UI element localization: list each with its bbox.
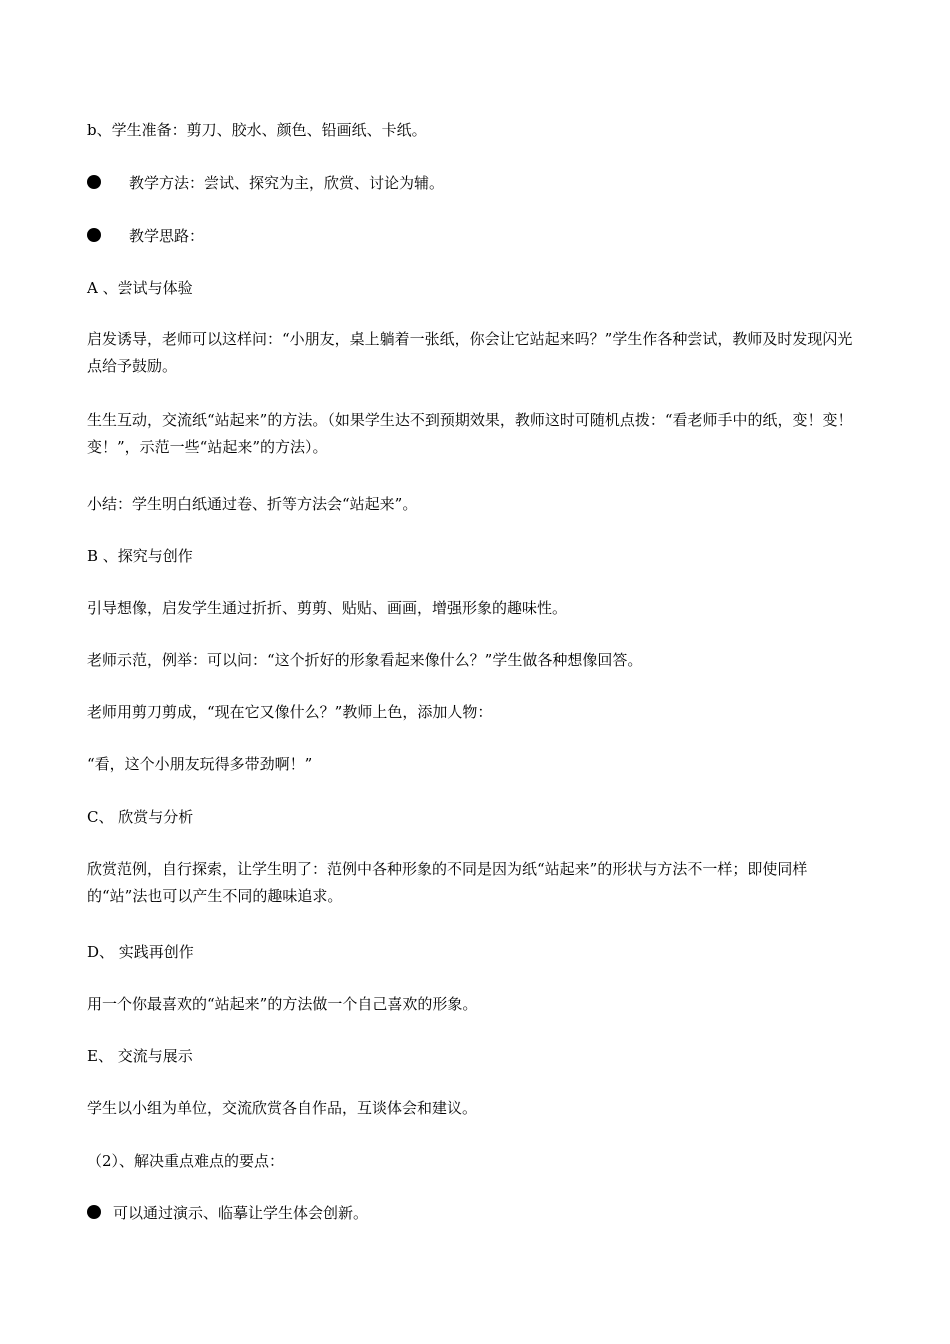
section-b-heading: B 、探究与创作 xyxy=(87,547,193,565)
section-c-heading: C、 欣赏与分析 xyxy=(87,808,194,826)
section-b-paragraph-3: 老师用剪刀剪成，“现在它又像什么？”教师上色，添加人物： xyxy=(87,703,493,721)
bullet-icon xyxy=(87,228,101,242)
section-b-paragraph-2: 老师示范，例举：可以问：“这个折好的形象看起来像什么？”学生做各种想像回答。 xyxy=(87,651,643,669)
bullet-icon xyxy=(87,175,101,189)
section-b-paragraph-4: “看，这个小朋友玩得多带劲啊！” xyxy=(87,755,313,773)
section-a-heading: A 、尝试与体验 xyxy=(87,279,193,297)
key-points-heading: （2）、解决重点难点的要点： xyxy=(87,1152,285,1170)
section-d-paragraph-1: 用一个你最喜欢的“站起来”的方法做一个自己喜欢的形象。 xyxy=(87,995,478,1013)
section-c-paragraph-1: 欣赏范例，自行探索，让学生明了：范例中各种形象的不同是因为纸“站起来”的形状与方法不一样；即使同样的“站”法也可以产生不同的趣味追求。 xyxy=(87,860,808,905)
section-a-summary: 小结：学生明白纸通过卷、折等方法会“站起来”。 xyxy=(87,495,418,513)
key-point-item xyxy=(87,1200,862,1227)
section-a-paragraph-1: 启发诱导，老师可以这样问：“小朋友，桌上躺着一张纸，你会让它站起来吗？”学生作各种尝试，教师及时发现闪光点给予鼓励。 xyxy=(87,330,853,375)
teaching-method-text: 教学方法：尝试、探究为主，欣赏、讨论为辅。 xyxy=(129,174,445,192)
section-e-paragraph-1: 学生以小组为单位，交流欣赏各自作品，互谈体会和建议。 xyxy=(87,1099,478,1117)
teaching-method-line xyxy=(87,170,862,197)
key-point-text: 可以通过演示、临摹让学生体会创新。 xyxy=(113,1204,369,1222)
section-a-paragraph-2: 生生互动，交流纸“站起来”的方法。（如果学生达不到预期效果，教师这时可随机点拨：“看老师手中的纸，变！变！变！”，示范一些“站起来”的方法）。 xyxy=(87,411,853,456)
section-e-heading: E、 交流与展示 xyxy=(87,1047,193,1065)
teaching-approach-line xyxy=(87,223,862,250)
student-prep-line: b、学生准备：剪刀、胶水、颜色、铅画纸、卡纸。 xyxy=(87,121,427,139)
section-b-paragraph-1: 引导想像，启发学生通过折折、剪剪、贴贴、画画，增强形象的趣味性。 xyxy=(87,599,568,617)
bullet-icon xyxy=(87,1205,101,1219)
teaching-approach-text: 教学思路： xyxy=(129,227,205,245)
section-d-heading: D、 实践再创作 xyxy=(87,943,194,961)
